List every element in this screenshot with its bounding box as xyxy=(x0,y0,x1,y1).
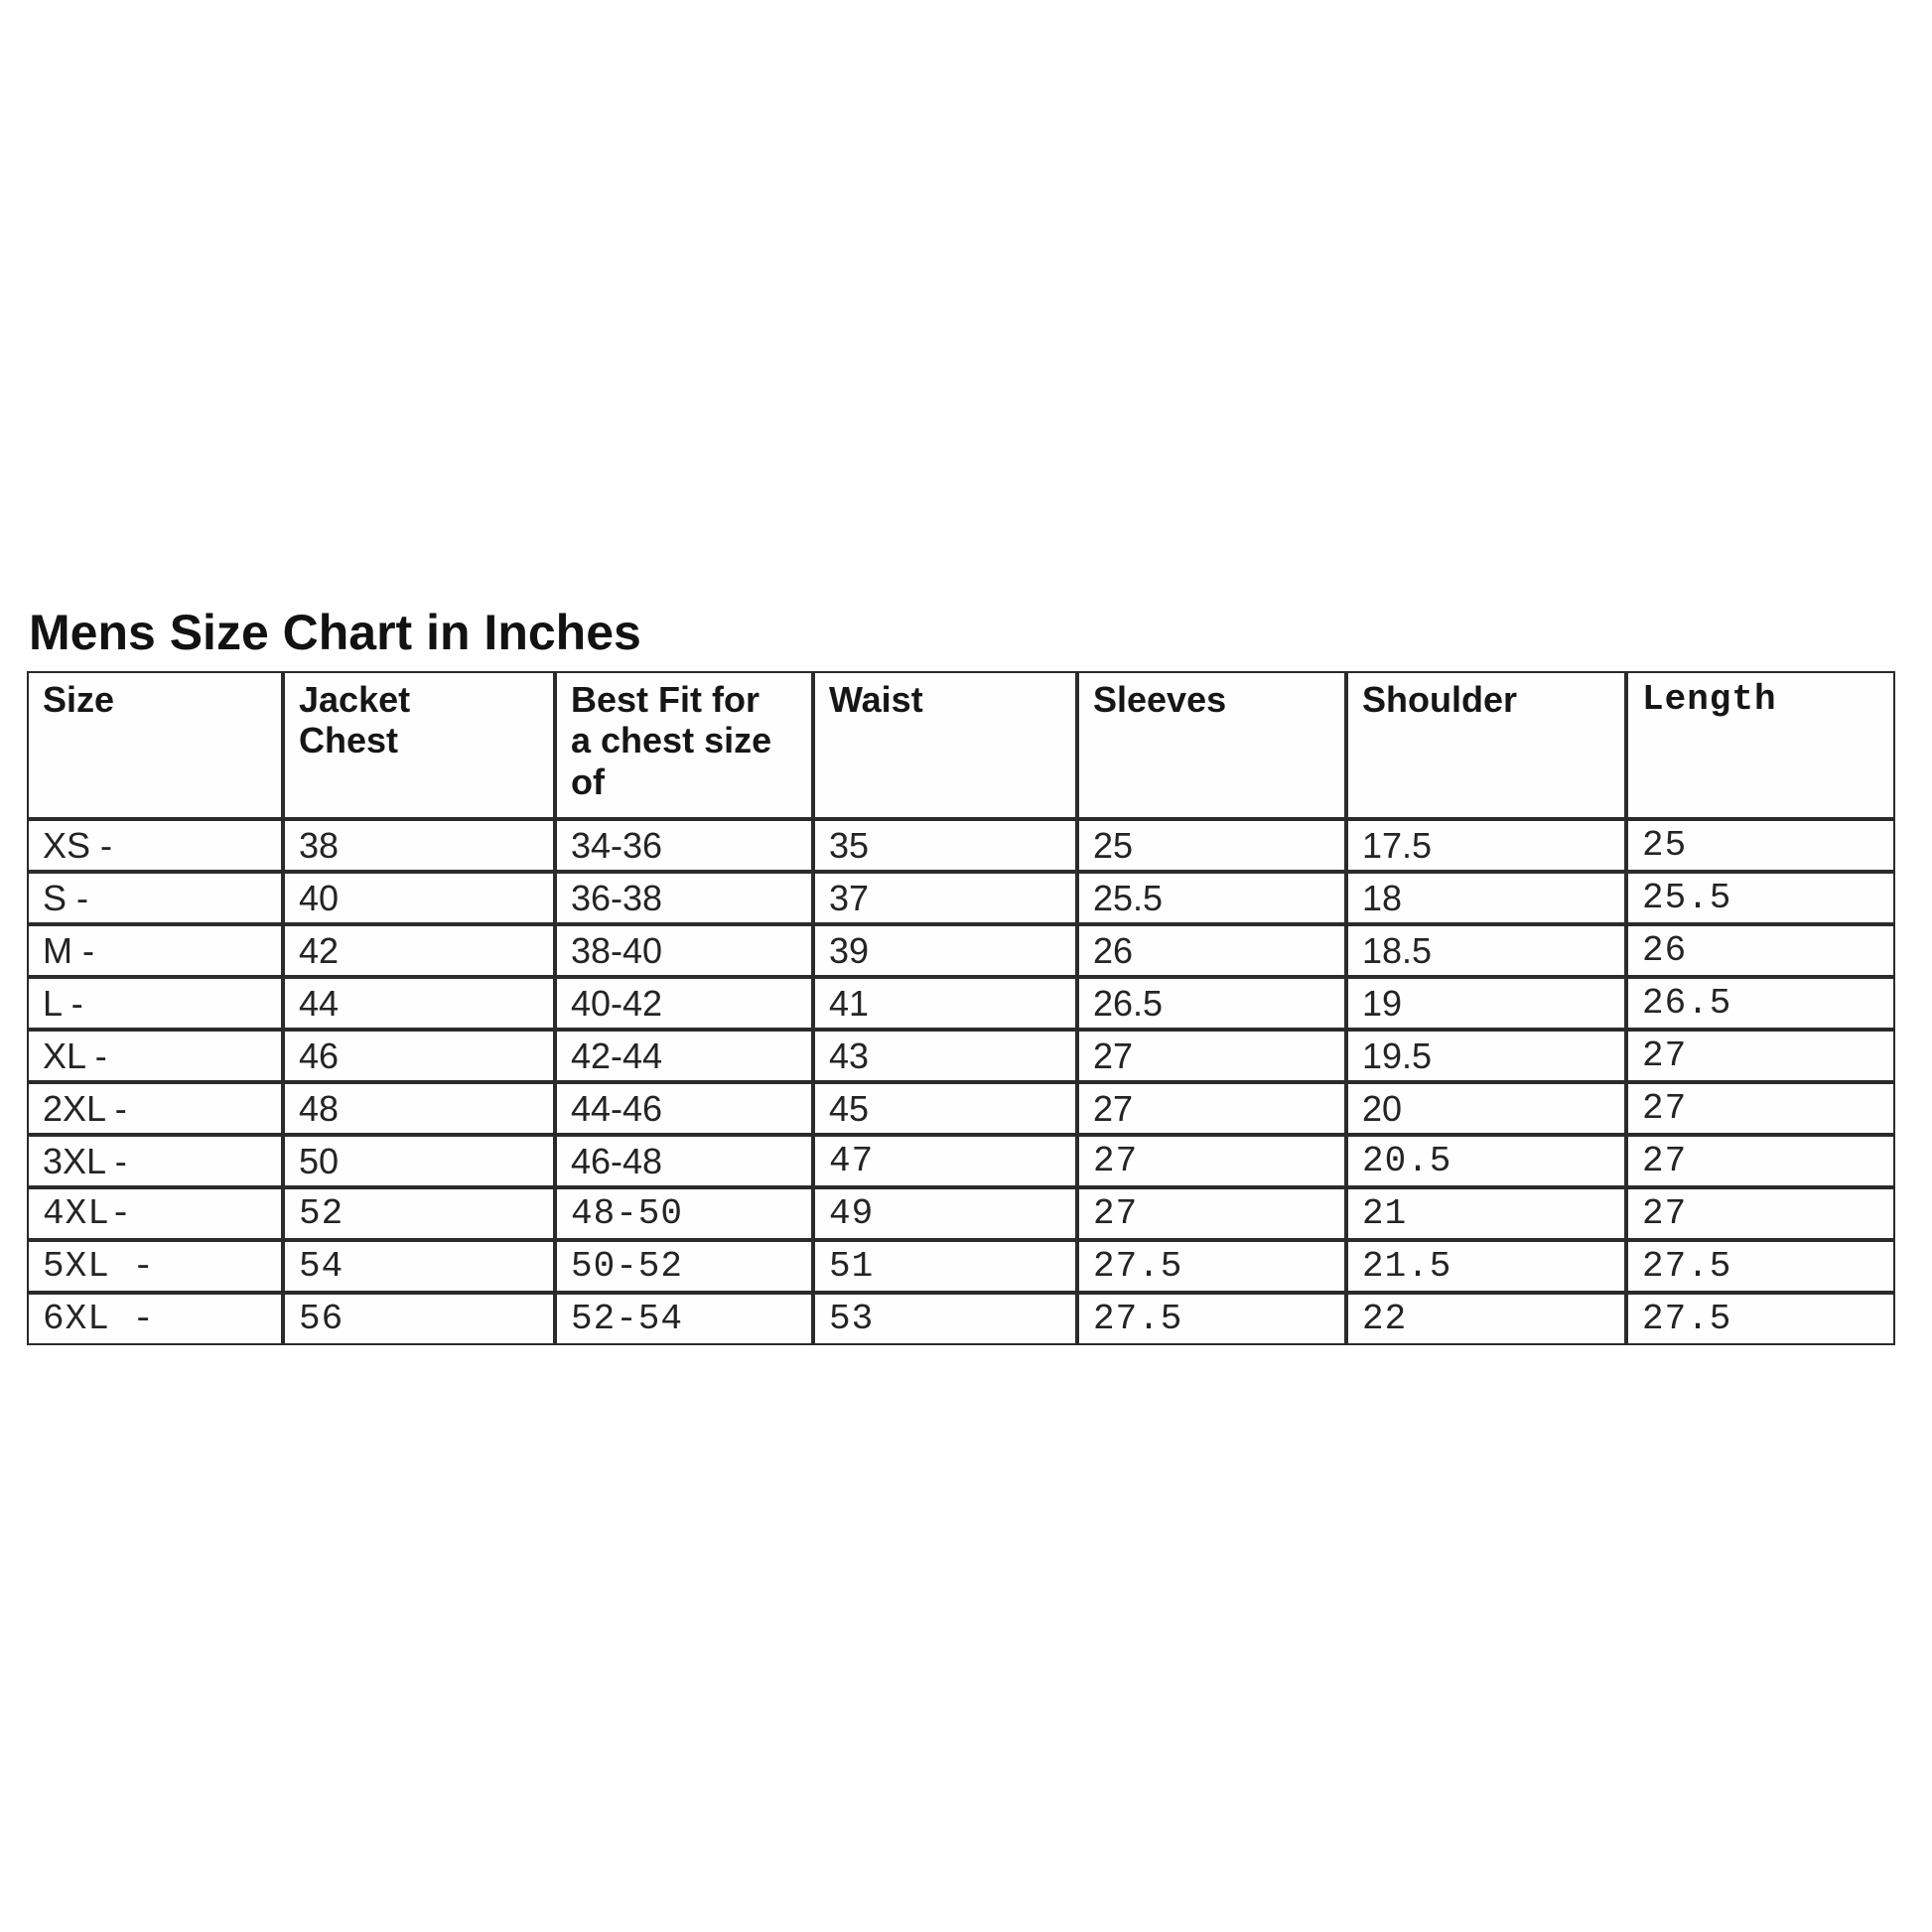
table-cell: 35 xyxy=(813,819,1077,872)
column-header-length xyxy=(1626,671,1895,819)
table-row-s xyxy=(27,872,1895,924)
table-cell: 27.5 xyxy=(1077,1240,1346,1293)
table-cell: 27 xyxy=(1077,1030,1346,1082)
mens-size-chart-table xyxy=(27,671,1895,1345)
column-header-size xyxy=(27,671,283,819)
column-header-label: Shoulder xyxy=(1362,679,1518,720)
table-cell: 27.5 xyxy=(1626,1240,1895,1293)
table-cell: 27 xyxy=(1626,1030,1895,1082)
table-cell: 27 xyxy=(1626,1135,1895,1187)
column-header-label: Best Fit for a chest size of xyxy=(571,679,772,802)
column-header-jacket-chest xyxy=(283,671,555,819)
table-cell: 52 xyxy=(283,1187,555,1240)
size-label-cell: 2XL - xyxy=(27,1082,283,1135)
column-header-label: Length xyxy=(1642,679,1777,720)
table-cell: 42 xyxy=(283,924,555,977)
table-cell: 48-50 xyxy=(555,1187,813,1240)
table-cell: 27 xyxy=(1077,1187,1346,1240)
table-cell: 27 xyxy=(1077,1082,1346,1135)
table-cell: 40-42 xyxy=(555,977,813,1030)
table-cell: 42-44 xyxy=(555,1030,813,1082)
size-label-cell: 6XL - xyxy=(27,1293,283,1345)
table-cell: 50 xyxy=(283,1135,555,1187)
column-header-sleeves xyxy=(1077,671,1346,819)
table-row-xl xyxy=(27,1030,1895,1082)
size-label-cell: XS - xyxy=(27,819,283,872)
table-cell: 50-52 xyxy=(555,1240,813,1293)
table-cell: 27 xyxy=(1077,1135,1346,1187)
table-cell: 52-54 xyxy=(555,1293,813,1345)
size-label-cell: 5XL - xyxy=(27,1240,283,1293)
header-row xyxy=(27,671,1895,819)
column-header-label: Sleeves xyxy=(1093,679,1227,720)
table-cell: 25 xyxy=(1077,819,1346,872)
table-cell: 20.5 xyxy=(1346,1135,1626,1187)
table-cell: 46-48 xyxy=(555,1135,813,1187)
table-cell: 38 xyxy=(283,819,555,872)
table-cell: 43 xyxy=(813,1030,1077,1082)
table-cell: 26 xyxy=(1077,924,1346,977)
table-row-6xl xyxy=(27,1293,1895,1345)
table-body xyxy=(27,819,1895,1345)
column-header-best-fit-for-a-chest-size-of xyxy=(555,671,813,819)
table-cell: 25.5 xyxy=(1626,872,1895,924)
table-row-5xl xyxy=(27,1240,1895,1293)
table-header xyxy=(27,671,1895,819)
table-cell: 27 xyxy=(1626,1082,1895,1135)
table-cell: 48 xyxy=(283,1082,555,1135)
table-cell: 17.5 xyxy=(1346,819,1626,872)
table-cell: 40 xyxy=(283,872,555,924)
table-cell: 26 xyxy=(1626,924,1895,977)
size-label-cell: M - xyxy=(27,924,283,977)
table-cell: 27 xyxy=(1626,1187,1895,1240)
table-cell: 46 xyxy=(283,1030,555,1082)
column-header-label: Waist xyxy=(829,679,923,720)
table-row-3xl xyxy=(27,1135,1895,1187)
table-cell: 38-40 xyxy=(555,924,813,977)
size-label-cell: L - xyxy=(27,977,283,1030)
column-header-label: Jacket Chest xyxy=(299,679,411,761)
table-cell: 22 xyxy=(1346,1293,1626,1345)
table-cell: 44 xyxy=(283,977,555,1030)
column-header-shoulder xyxy=(1346,671,1626,819)
table-cell: 56 xyxy=(283,1293,555,1345)
table-cell: 51 xyxy=(813,1240,1077,1293)
table-cell: 20 xyxy=(1346,1082,1626,1135)
table-cell: 26.5 xyxy=(1077,977,1346,1030)
table-cell: 47 xyxy=(813,1135,1077,1187)
table-cell: 18 xyxy=(1346,872,1626,924)
table-cell: 19.5 xyxy=(1346,1030,1626,1082)
table-cell: 49 xyxy=(813,1187,1077,1240)
table-cell: 19 xyxy=(1346,977,1626,1030)
table-row-4xl xyxy=(27,1187,1895,1240)
table-cell: 34-36 xyxy=(555,819,813,872)
table-cell: 36-38 xyxy=(555,872,813,924)
size-label-cell: 3XL - xyxy=(27,1135,283,1187)
table-cell: 37 xyxy=(813,872,1077,924)
table-cell: 54 xyxy=(283,1240,555,1293)
table-cell: 25 xyxy=(1626,819,1895,872)
size-label-cell: S - xyxy=(27,872,283,924)
table-cell: 26.5 xyxy=(1626,977,1895,1030)
size-label-cell: XL - xyxy=(27,1030,283,1082)
table-cell: 18.5 xyxy=(1346,924,1626,977)
size-label-cell: 4XL- xyxy=(27,1187,283,1240)
table-cell: 45 xyxy=(813,1082,1077,1135)
page-title: Mens Size Chart in Inches xyxy=(29,605,641,660)
table-cell: 39 xyxy=(813,924,1077,977)
table-cell: 21 xyxy=(1346,1187,1626,1240)
table-cell: 27.5 xyxy=(1077,1293,1346,1345)
column-header-label: Size xyxy=(43,679,115,720)
table-cell: 27.5 xyxy=(1626,1293,1895,1345)
table-cell: 44-46 xyxy=(555,1082,813,1135)
table-row-xs xyxy=(27,819,1895,872)
column-header-waist xyxy=(813,671,1077,819)
size-chart-section xyxy=(27,604,1903,1345)
table-cell: 41 xyxy=(813,977,1077,1030)
table-cell: 21.5 xyxy=(1346,1240,1626,1293)
table-row-2xl xyxy=(27,1082,1895,1135)
table-row-l xyxy=(27,977,1895,1030)
table-row-m xyxy=(27,924,1895,977)
table-cell: 53 xyxy=(813,1293,1077,1345)
table-cell: 25.5 xyxy=(1077,872,1346,924)
